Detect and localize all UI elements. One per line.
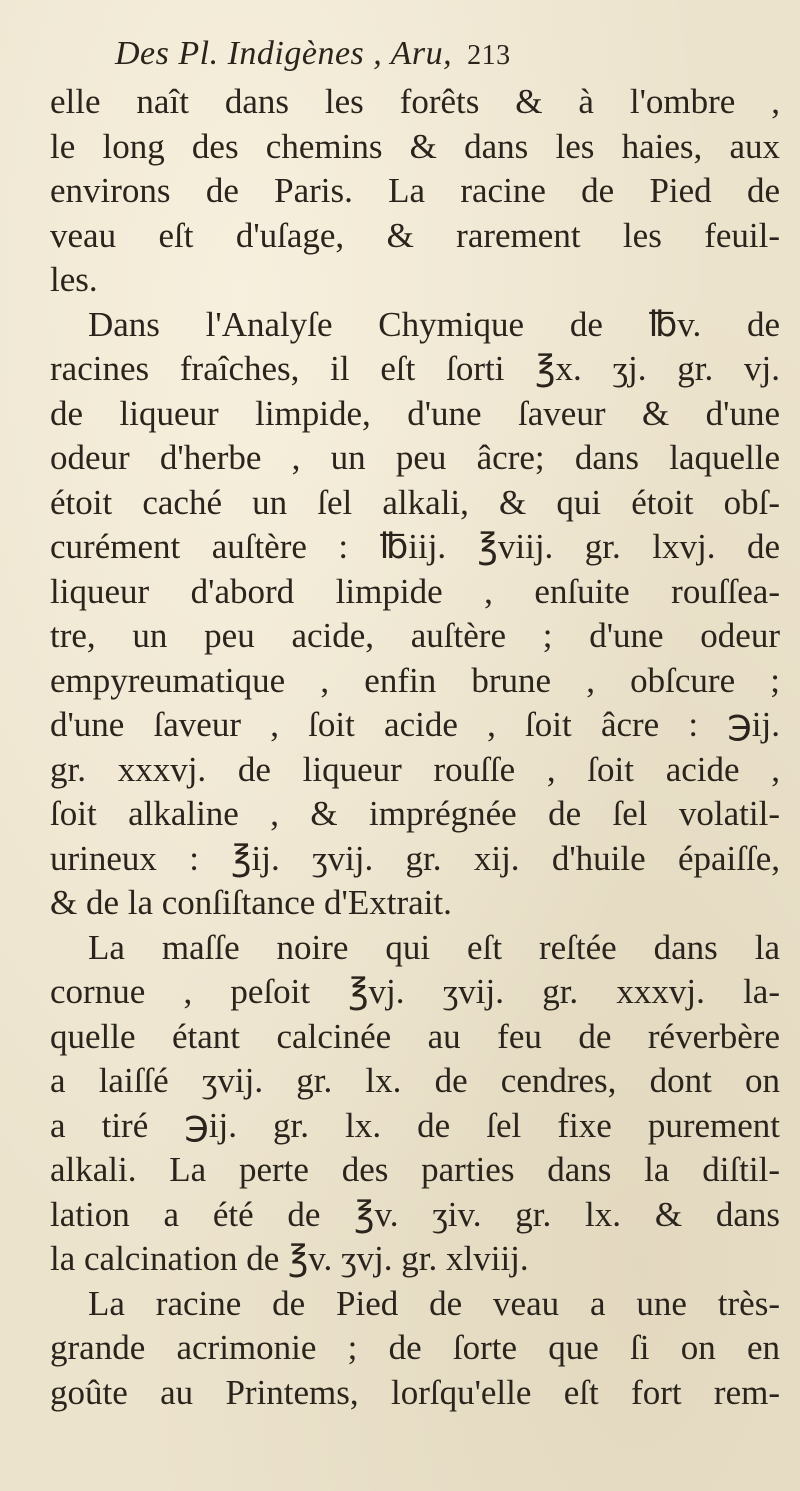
text-line: urineux : ℥ij. ʒvij. gr. xij. d'huile épaiſſe, — [50, 838, 780, 878]
text-line: veau eſt d'uſage, & rarement les feuil- — [50, 215, 780, 255]
text-line: cornue , peſoit ℥vj. ʒvij. gr. xxxvj. la- — [50, 972, 780, 1011]
text-line: a tiré ℈ij. gr. lx. de ſel fixe purement — [50, 1105, 780, 1145]
paragraph-1 — [50, 80, 780, 303]
text-line: quelle étant calcinée au feu de réverbère — [50, 1016, 780, 1056]
text-line: gr. xxxvj. de liqueur rouſſe , ſoit acide , — [50, 749, 780, 789]
text-line: de liqueur limpide, d'une ſaveur & d'une — [50, 393, 780, 433]
text-line: alkali. La perte des parties dans la diſtil- — [50, 1150, 780, 1189]
body-text — [50, 80, 780, 1415]
text-line: environs de Paris. La racine de Pied de — [50, 171, 780, 210]
text-line: grande acrimonie ; de ſorte que ſi on en — [50, 1328, 780, 1367]
page-number: 213 — [467, 40, 511, 71]
text-line: lation a été de ℥v. ʒiv. gr. lx. & dans — [50, 1194, 780, 1234]
text-line: elle naît dans les forêts & à l'ombre , — [50, 82, 780, 121]
text-line: ſoit alkaline , & imprégnée de ſel volatil- — [50, 794, 780, 833]
text-line: étoit caché un ſel alkali, & qui étoit obſ- — [50, 482, 780, 522]
text-line: la calcination de ℥v. ʒvj. gr. xlviij. — [50, 1239, 529, 1278]
paragraph-4 — [50, 1282, 780, 1416]
text-line: odeur d'herbe , un peu âcre; dans laquelle — [50, 438, 780, 477]
text-line: tre, un peu acide, auſtère ; d'une odeur — [50, 616, 780, 655]
text-line: La racine de Pied de veau a une très- — [88, 1283, 780, 1323]
text-line: Dans l'Analyſe Chymique de ℔v. de — [88, 304, 780, 344]
text-line: les. — [50, 260, 98, 299]
text-line: goûte au Printems, lorſqu'elle eſt fort rem- — [50, 1372, 780, 1412]
text-line: le long des chemins & dans les haies, aux — [50, 126, 780, 166]
text-line: d'une ſaveur , ſoit acide , ſoit âcre : ℈ij. — [50, 705, 780, 744]
text-line: empyreumatique , enfin brune , obſcure ; — [50, 660, 780, 700]
text-line: curément auſtère : ℔iij. ℥viij. gr. lxvj. de — [50, 527, 780, 566]
text-line: & de la conſiſtance d'Extrait. — [50, 883, 452, 922]
text-line: racines fraîches, il eſt ſorti ℥x. ʒj. gr. vj. — [50, 349, 780, 388]
running-head — [115, 30, 775, 78]
running-head-title: Des Pl. Indigènes , Aru, — [115, 35, 453, 72]
text-line: La maſſe noire qui eſt reſtée dans la — [88, 927, 780, 967]
text-line: a laiſſé ʒvij. gr. lx. de cendres, dont on — [50, 1061, 780, 1100]
text-line: liqueur d'abord limpide , enſuite rouſſea- — [50, 571, 780, 611]
paragraph-2 — [50, 303, 780, 926]
paragraph-3 — [50, 926, 780, 1282]
